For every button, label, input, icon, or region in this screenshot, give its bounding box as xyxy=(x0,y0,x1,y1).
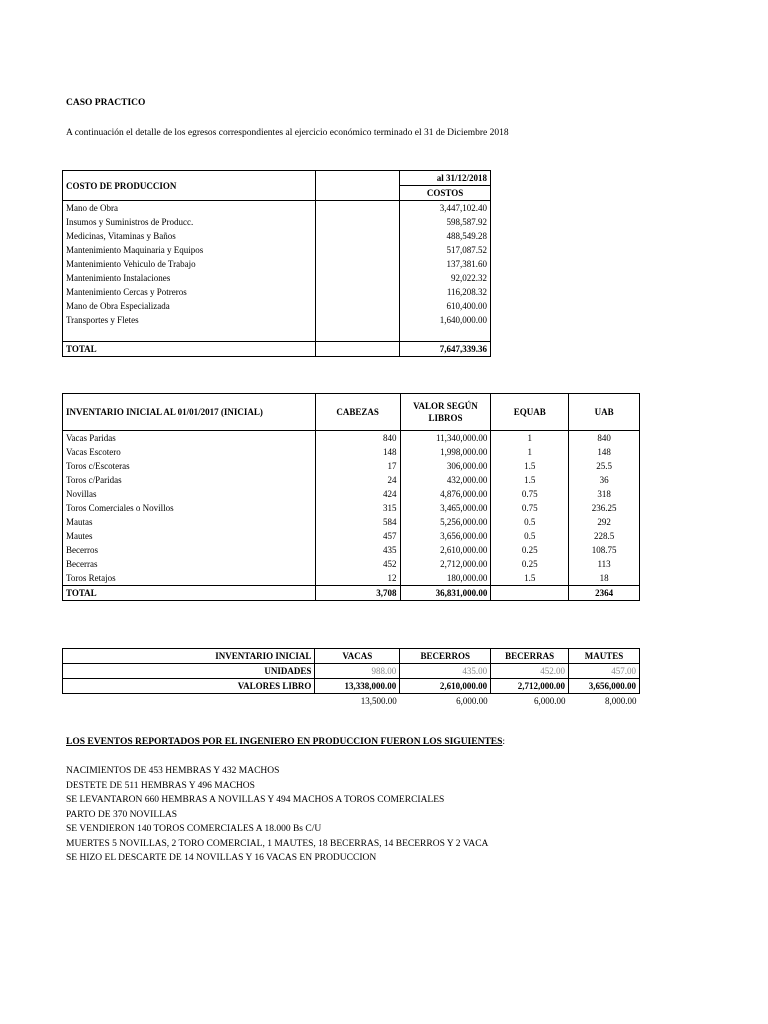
costos-row-value: 3,447,102.40 xyxy=(400,201,491,216)
inventario-header: UAB xyxy=(569,394,640,431)
inventario-row xyxy=(63,431,640,446)
inventario-row xyxy=(63,487,640,501)
costos-row-label: Mantenimiento Vehiculo de Trabajo xyxy=(63,257,316,271)
inventario-cell: Becerros xyxy=(63,543,316,557)
inventario-header: EQUAB xyxy=(491,394,569,431)
resumen-unit-cell: 8,000.00 xyxy=(605,696,637,706)
resumen-unit-cell: 6,000.00 xyxy=(534,696,566,706)
inventario-cell: 584 xyxy=(315,515,400,529)
costos-row xyxy=(63,285,491,299)
inventario-cell: 11,340,000.00 xyxy=(400,431,491,446)
inventario-total-cell: 2364 xyxy=(569,586,640,601)
costos-row-value: 517,087.52 xyxy=(400,243,491,257)
inventario-cell: Vacas Escotero xyxy=(63,445,316,459)
costos-row-label: Mantenimiento Cercas y Potreros xyxy=(63,285,316,299)
evento-item: SE LEVANTARON 660 HEMBRAS A NOVILLAS Y 494 MACHOS A TOROS COMERCIALES xyxy=(66,795,445,805)
costos-row-value: 137,381.60 xyxy=(400,257,491,271)
resumen-unidades-cell: 988.00 xyxy=(315,664,400,679)
inventario-total-cell: TOTAL xyxy=(63,586,316,601)
inventario-cell: 2,712,000.00 xyxy=(400,557,491,571)
inventario-row xyxy=(63,529,640,543)
evento-item: DESTETE DE 511 HEMBRAS Y 496 MACHOS xyxy=(66,780,255,791)
inventario-cell: 17 xyxy=(315,459,400,473)
inventario-cell: 3,656,000.00 xyxy=(400,529,491,543)
inventario-cell: Toros c/Paridas xyxy=(63,473,316,487)
inventario-cell: 236.25 xyxy=(569,501,640,515)
inventario-cell: 5,256,000.00 xyxy=(400,515,491,529)
evento-item: SE HIZO EL DESCARTE DE 14 NOVILLAS Y 16 VACAS EN PRODUCCION xyxy=(66,853,377,863)
intro-text: A continuación el detalle de los egresos correspondientes al ejercicio económico terminado el 31 de Diciembre 2018 xyxy=(66,128,509,138)
resumen-unidades-cell: 435.00 xyxy=(400,664,491,679)
inventario-cell: 452 xyxy=(315,557,400,571)
costos-row xyxy=(63,313,491,327)
resumen-headers-cell: INVENTARIO INICIAL xyxy=(63,649,315,664)
resumen-unit-cell xyxy=(63,694,315,709)
inventario-cell: 435 xyxy=(315,543,400,557)
costos-total-label: TOTAL xyxy=(63,342,316,357)
inventario-cell: 306,000.00 xyxy=(400,459,491,473)
inventario-cell: 318 xyxy=(569,487,640,501)
resumen-headers-cell: BECERROS xyxy=(400,649,491,664)
resumen-unidades-cell: UNIDADES xyxy=(63,664,315,679)
costos-row-label: Mano de Obra xyxy=(63,201,316,216)
costos-row-label: Mantenimiento Instalaciones xyxy=(63,271,316,285)
inventario-cell: 2,610,000.00 xyxy=(400,543,491,557)
costos-row-label: Mano de Obra Especializada xyxy=(63,299,316,313)
inventario-cell: Novillas xyxy=(63,487,316,501)
evento-item: NACIMIENTOS DE 453 HEMBRAS Y 432 MACHOS xyxy=(66,766,280,776)
resumen-valores-cell: VALORES LIBRO xyxy=(63,679,315,694)
inventario-cell: Mautas xyxy=(63,515,316,529)
costos-row-value: 92,022.32 xyxy=(400,271,491,285)
inventario-cell: Vacas Paridas xyxy=(63,431,316,446)
inventario-cell: 1.5 xyxy=(491,459,569,473)
inventario-cell: Toros c/Escoteras xyxy=(63,459,316,473)
inventario-header: CABEZAS xyxy=(315,394,400,431)
inventario-cell: 432,000.00 xyxy=(400,473,491,487)
resumen-headers-cell: BECERRAS xyxy=(491,649,569,664)
resumen-unidades-cell: 452.00 xyxy=(491,664,569,679)
inventario-cell: 180,000.00 xyxy=(400,571,491,586)
page-title: CASO PRACTICO xyxy=(66,98,146,108)
costos-row-value: 598,587.92 xyxy=(400,215,491,229)
inventario-row xyxy=(63,445,640,459)
inventario-cell: 0.5 xyxy=(491,529,569,543)
costos-row xyxy=(63,271,491,285)
inventario-cell: 1.5 xyxy=(491,473,569,487)
eventos-colon: : xyxy=(502,737,506,747)
inventario-cell: 4,876,000.00 xyxy=(400,487,491,501)
costos-row-label: Medicinas, Vitaminas y Baños xyxy=(63,229,316,243)
resumen-headers-cell: VACAS xyxy=(315,649,400,664)
inventario-row xyxy=(63,473,640,487)
costos-row-value: 116,208.32 xyxy=(400,285,491,299)
costos-row-label: Mantenimiento Maquinaria y Equipos xyxy=(63,243,316,257)
costos-row-value: 1,640,000.00 xyxy=(400,313,491,327)
resumen-valores-cell: 13,338,000.00 xyxy=(315,679,400,694)
inventario-cell: 0.25 xyxy=(491,557,569,571)
inventario-cell: 840 xyxy=(315,431,400,446)
inventario-table xyxy=(62,393,640,601)
costos-row xyxy=(63,215,491,229)
resumen-headers-cell: MAUTES xyxy=(569,649,640,664)
resumen-unidades-cell: 457.00 xyxy=(569,664,640,679)
inventario-cell: 1.5 xyxy=(491,571,569,586)
costos-row xyxy=(63,243,491,257)
inventario-cell: 108.75 xyxy=(569,543,640,557)
resumen-unit-cell: 6,000.00 xyxy=(456,696,488,706)
inventario-cell: Mautes xyxy=(63,529,316,543)
inventario-cell: 457 xyxy=(315,529,400,543)
inventario-cell: 113 xyxy=(569,557,640,571)
inventario-cell: 25.5 xyxy=(569,459,640,473)
inventario-row xyxy=(63,459,640,473)
inventario-cell: 424 xyxy=(315,487,400,501)
resumen-valores-cell: 2,712,000.00 xyxy=(491,679,569,694)
inventario-cell: 0.25 xyxy=(491,543,569,557)
inventario-cell: 36 xyxy=(569,473,640,487)
inventario-cell: 1 xyxy=(491,445,569,459)
inventario-cell: 12 xyxy=(315,571,400,586)
costos-total-value: 7,647,339.36 xyxy=(400,342,491,357)
inventario-cell: 0.75 xyxy=(491,487,569,501)
inventario-total-cell xyxy=(491,586,569,601)
evento-item: SE VENDIERON 140 TOROS COMERCIALES A 18.000 Bs C/U xyxy=(66,824,322,834)
resumen-unit-cell: 13,500.00 xyxy=(360,696,397,706)
inventario-header: INVENTARIO INICIAL AL 01/01/2017 (INICIAL) xyxy=(63,394,316,431)
inventario-cell: 1,998,000.00 xyxy=(400,445,491,459)
inventario-row xyxy=(63,501,640,515)
costos-row-value: 610,400.00 xyxy=(400,299,491,313)
inventario-cell: 24 xyxy=(315,473,400,487)
inventario-cell: 0.75 xyxy=(491,501,569,515)
evento-item: PARTO DE 370 NOVILLAS xyxy=(66,809,178,820)
inventario-cell: Toros Comerciales o Novillos xyxy=(63,501,316,515)
inventario-row xyxy=(63,515,640,529)
inventario-row xyxy=(63,571,640,586)
inventario-cell: 148 xyxy=(569,445,640,459)
inventario-cell: 148 xyxy=(315,445,400,459)
eventos-heading xyxy=(66,737,505,747)
inventario-cell: Toros Retajos xyxy=(63,571,316,586)
inventario-total-cell: 3,708 xyxy=(315,586,400,601)
resumen-valores-cell: 2,610,000.00 xyxy=(400,679,491,694)
inventario-row xyxy=(63,543,640,557)
inventario-header: VALOR SEGÚN LIBROS xyxy=(400,394,491,431)
costos-row xyxy=(63,299,491,313)
costos-row xyxy=(63,257,491,271)
costos-table xyxy=(62,170,491,357)
inventario-cell: 0.5 xyxy=(491,515,569,529)
inventario-cell: 3,465,000.00 xyxy=(400,501,491,515)
costos-row xyxy=(63,201,491,216)
costos-row-label: Transportes y Fletes xyxy=(63,313,316,327)
resumen-table xyxy=(62,648,640,708)
inventario-cell: 18 xyxy=(569,571,640,586)
costos-col-header: COSTOS xyxy=(400,186,491,201)
inventario-cell: 1 xyxy=(491,431,569,446)
inventario-cell: 228.5 xyxy=(569,529,640,543)
inventario-row xyxy=(63,557,640,571)
costos-row-label: Insumos y Suministros de Producc. xyxy=(63,215,316,229)
inventario-cell: 315 xyxy=(315,501,400,515)
costos-title: COSTO DE PRODUCCION xyxy=(63,171,316,201)
inventario-total-cell: 36,831,000.00 xyxy=(400,586,491,601)
inventario-cell: Becerras xyxy=(63,557,316,571)
eventos-title: LOS EVENTOS REPORTADOS POR EL INGENIERO EN PRODUCCION FUERON LOS SIGUIENTES xyxy=(66,737,503,747)
costos-row-value: 488,549.28 xyxy=(400,229,491,243)
evento-item: MUERTES 5 NOVILLAS, 2 TORO COMERCIAL, 1 MAUTES, 18 BECERRAS, 14 BECERROS Y 2 VACA xyxy=(66,838,489,849)
inventario-cell: 292 xyxy=(569,515,640,529)
costos-row xyxy=(63,229,491,243)
inventario-cell: 840 xyxy=(569,431,640,446)
resumen-valores-cell: 3,656,000.00 xyxy=(569,679,640,694)
costos-date-header: al 31/12/2018 xyxy=(400,171,491,186)
